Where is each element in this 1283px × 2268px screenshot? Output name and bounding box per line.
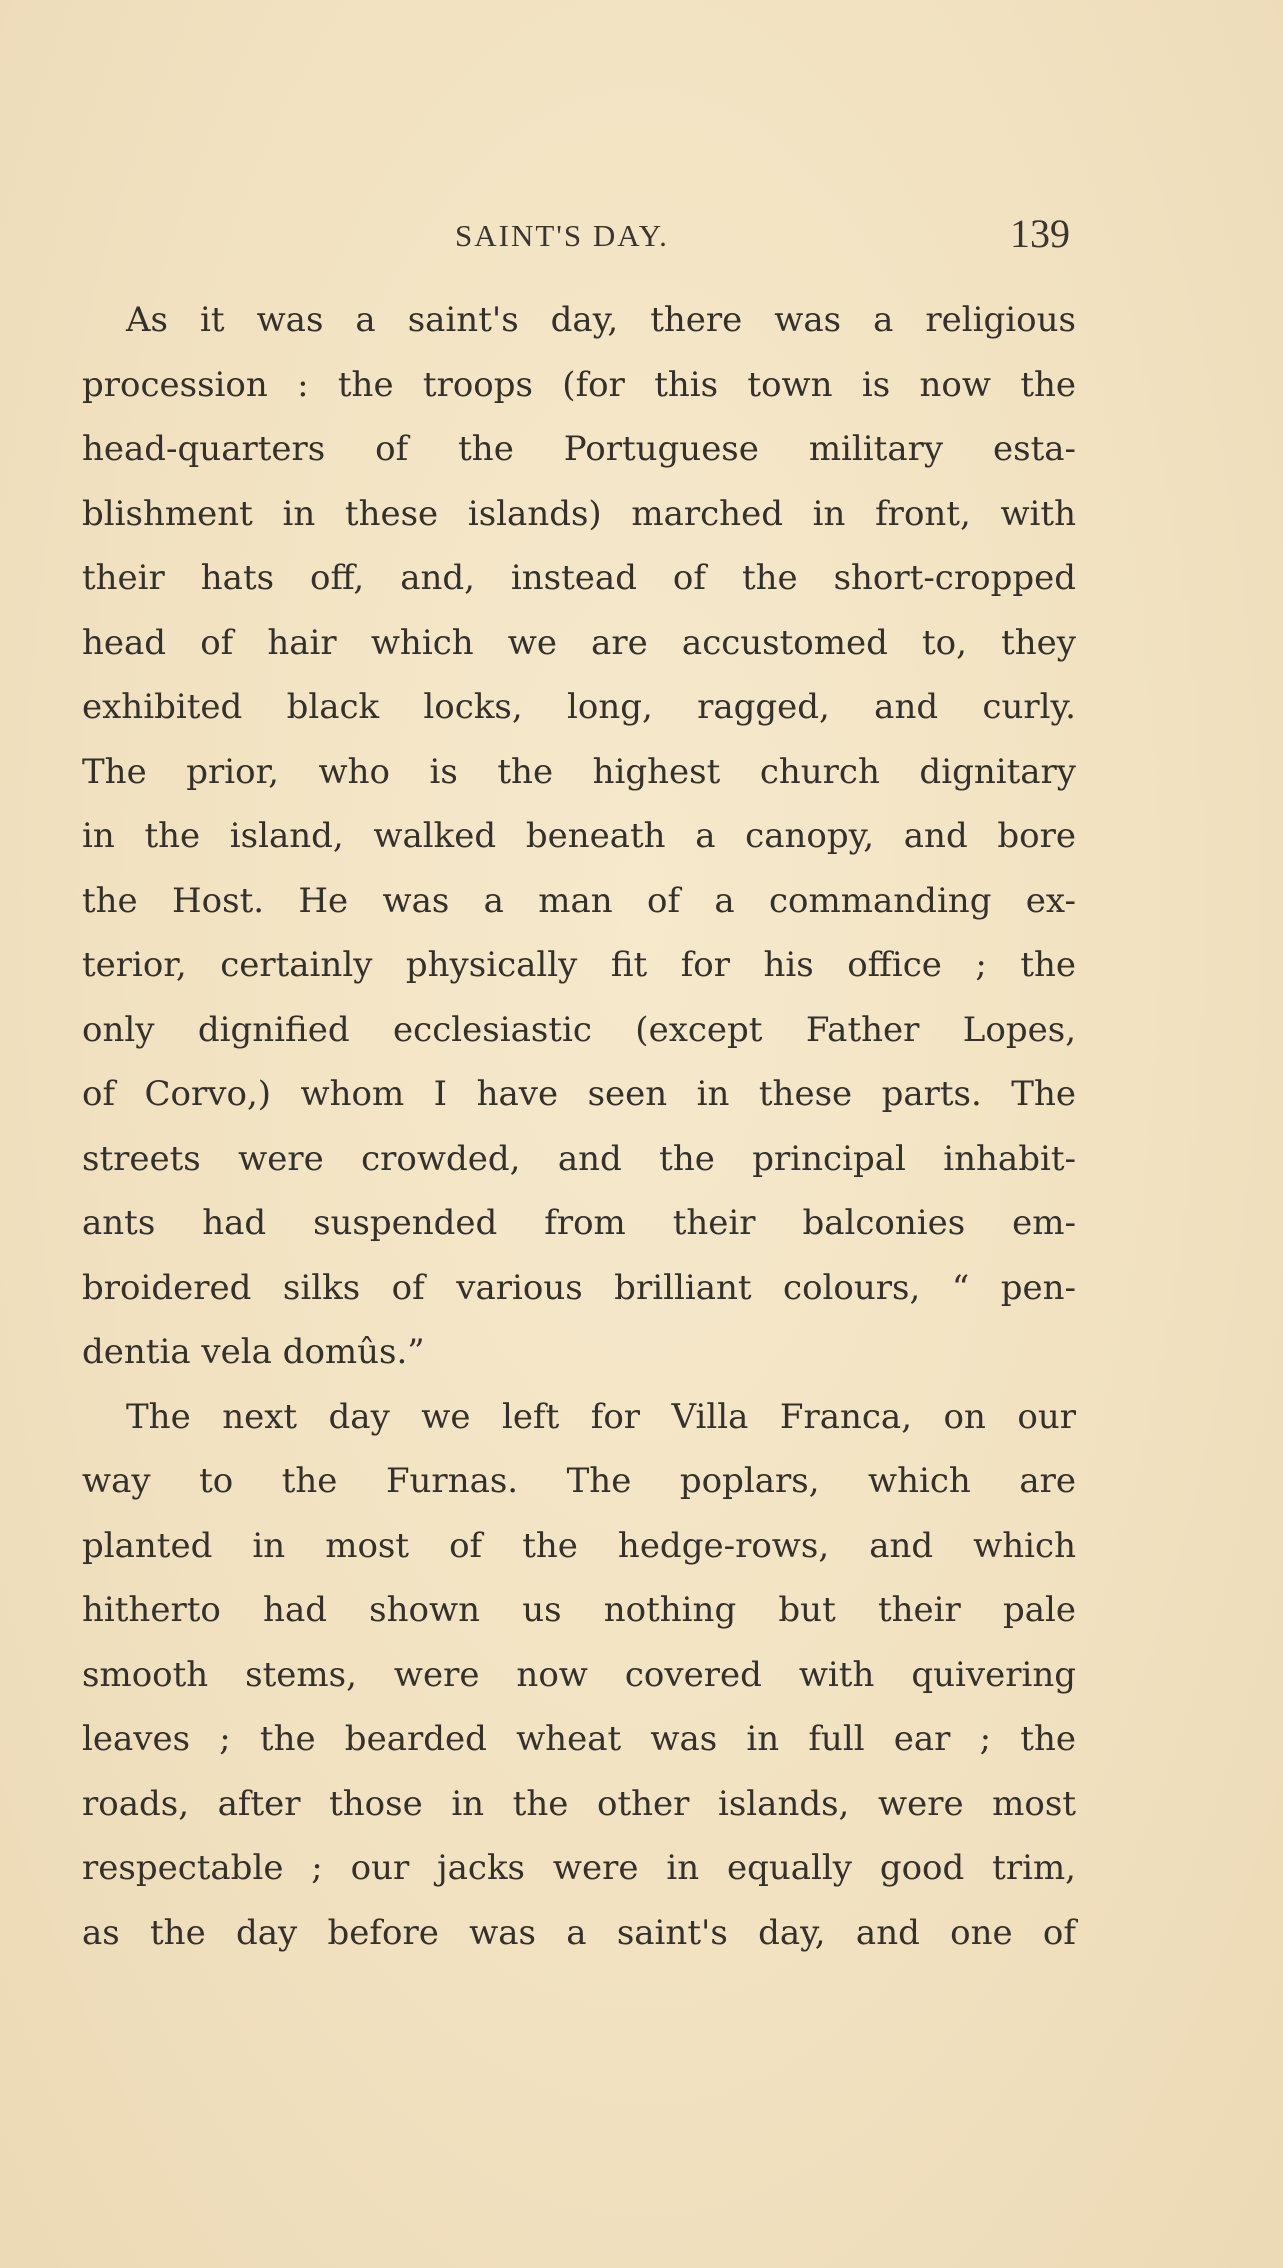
text-line: dentia vela domûs.”: [82, 1332, 425, 1372]
text-line: in the island, walked beneath a canopy, and bore: [82, 816, 1076, 856]
text-line: hitherto had shown us nothing but their pale: [82, 1590, 1076, 1630]
text-line: exhibited black locks, long, ragged, and curly.: [82, 687, 1076, 727]
text-line: head of hair which we are accustomed to, they: [82, 622, 1076, 663]
text-line: leaves ; the bearded wheat was in full ear ; the: [82, 1719, 1076, 1759]
running-head: [0, 210, 1283, 270]
body-text: [82, 288, 1076, 1965]
text-line: respectable ; our jacks were in equally good trim,: [82, 1848, 1076, 1888]
text-line: ants had suspended from their balconies em-: [82, 1203, 1076, 1243]
text-line: As it was a saint's day, there was a religious: [126, 300, 1076, 340]
text-line: the Host. He was a man of a commanding ex-: [82, 880, 1076, 921]
text-line: The prior, who is the highest church dignitary: [82, 751, 1076, 792]
text-line: as the day before was a saint's day, and one of: [82, 1912, 1076, 1953]
text-line: streets were crowded, and the principal inhabit-: [82, 1138, 1076, 1179]
text-line: smooth stems, were now covered with quivering: [82, 1654, 1076, 1695]
text-line: terior, certainly physically fit for his office ; the: [82, 945, 1076, 985]
text-line: broidered silks of various brilliant colours, “ pen-: [82, 1267, 1076, 1308]
text-line: blishment in these islands) marched in front, with: [82, 493, 1076, 534]
text-line: only dignified ecclesiastic (except Father Lopes,: [82, 1009, 1076, 1050]
text-line: head-quarters of the Portuguese military esta-: [82, 429, 1076, 469]
text-line: way to the Furnas. The poplars, which are: [82, 1461, 1076, 1501]
text-line: roads, after those in the other islands, were most: [82, 1783, 1076, 1824]
text-line: of Corvo,) whom I have seen in these parts. The: [82, 1074, 1076, 1114]
page-number: 139: [1010, 211, 1070, 256]
text-line: procession : the troops (for this town is now the: [82, 364, 1076, 405]
text-line: The next day we left for Villa Franca, on our: [126, 1396, 1076, 1437]
text-line: their hats off, and, instead of the short-cropped: [82, 558, 1076, 598]
running-title: SAINT'S DAY.: [455, 218, 669, 253]
text-line: planted in most of the hedge-rows, and which: [82, 1525, 1076, 1566]
